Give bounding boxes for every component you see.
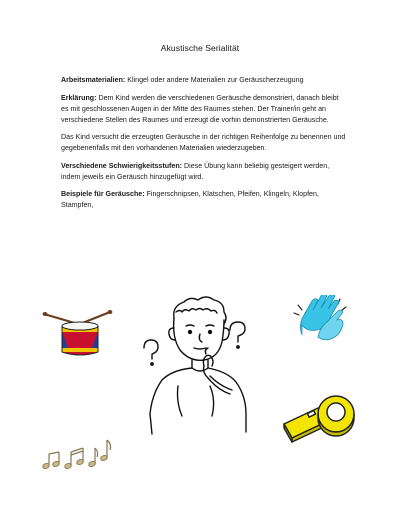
section-examples	[61, 189, 346, 211]
section-text: Diese Übung kann beliebig gesteigert werden, indem jeweils ein Geräusch hinzugefügt wird.	[61, 161, 330, 181]
section-materials	[61, 75, 346, 86]
section-label: Verschiedene Schwierigkeitsstufen:	[61, 161, 183, 170]
whistle-icon	[278, 388, 360, 444]
section-text: Fingerschnipsen, Klatschen, Pfeifen, Klingeln, Klopfen, Stampfen,	[61, 190, 319, 209]
section-label: Arbeitsmaterialien:	[61, 76, 126, 84]
music-notes-icon	[40, 428, 116, 472]
section-text: Klingel oder andere Materialien zur Geräuscherzeugung	[127, 76, 304, 84]
drum-icon	[42, 308, 114, 360]
page-title: Akustische Serialität	[160, 43, 240, 53]
section-text: Das Kind versucht die erzeugten Geräusche in der richtigen Reihenfolge zu benennen und gegebenenfalls mit den vorhandenen Materialien wiederzugeben.	[61, 133, 346, 152]
document-body	[61, 75, 346, 218]
section-child-task	[61, 132, 346, 154]
thinking-child-icon	[130, 290, 260, 438]
section-explanation	[61, 93, 346, 126]
section-difficulty	[61, 161, 346, 183]
section-text: Dem Kind werden die verschiedenen Geräusche demonstriert, danach bleibt es mit geschlossenen Augen in der Mitte des Raumes stehen. Der Trainer/in geht an verschiedene Stellen des Raumes und erzeugt die vorhin demonstrierten Geräusche.	[61, 93, 339, 124]
clapping-hands-icon	[288, 295, 352, 345]
section-label: Erklärung:	[61, 93, 97, 102]
section-label: Beispiele für Geräusche:	[61, 190, 145, 198]
